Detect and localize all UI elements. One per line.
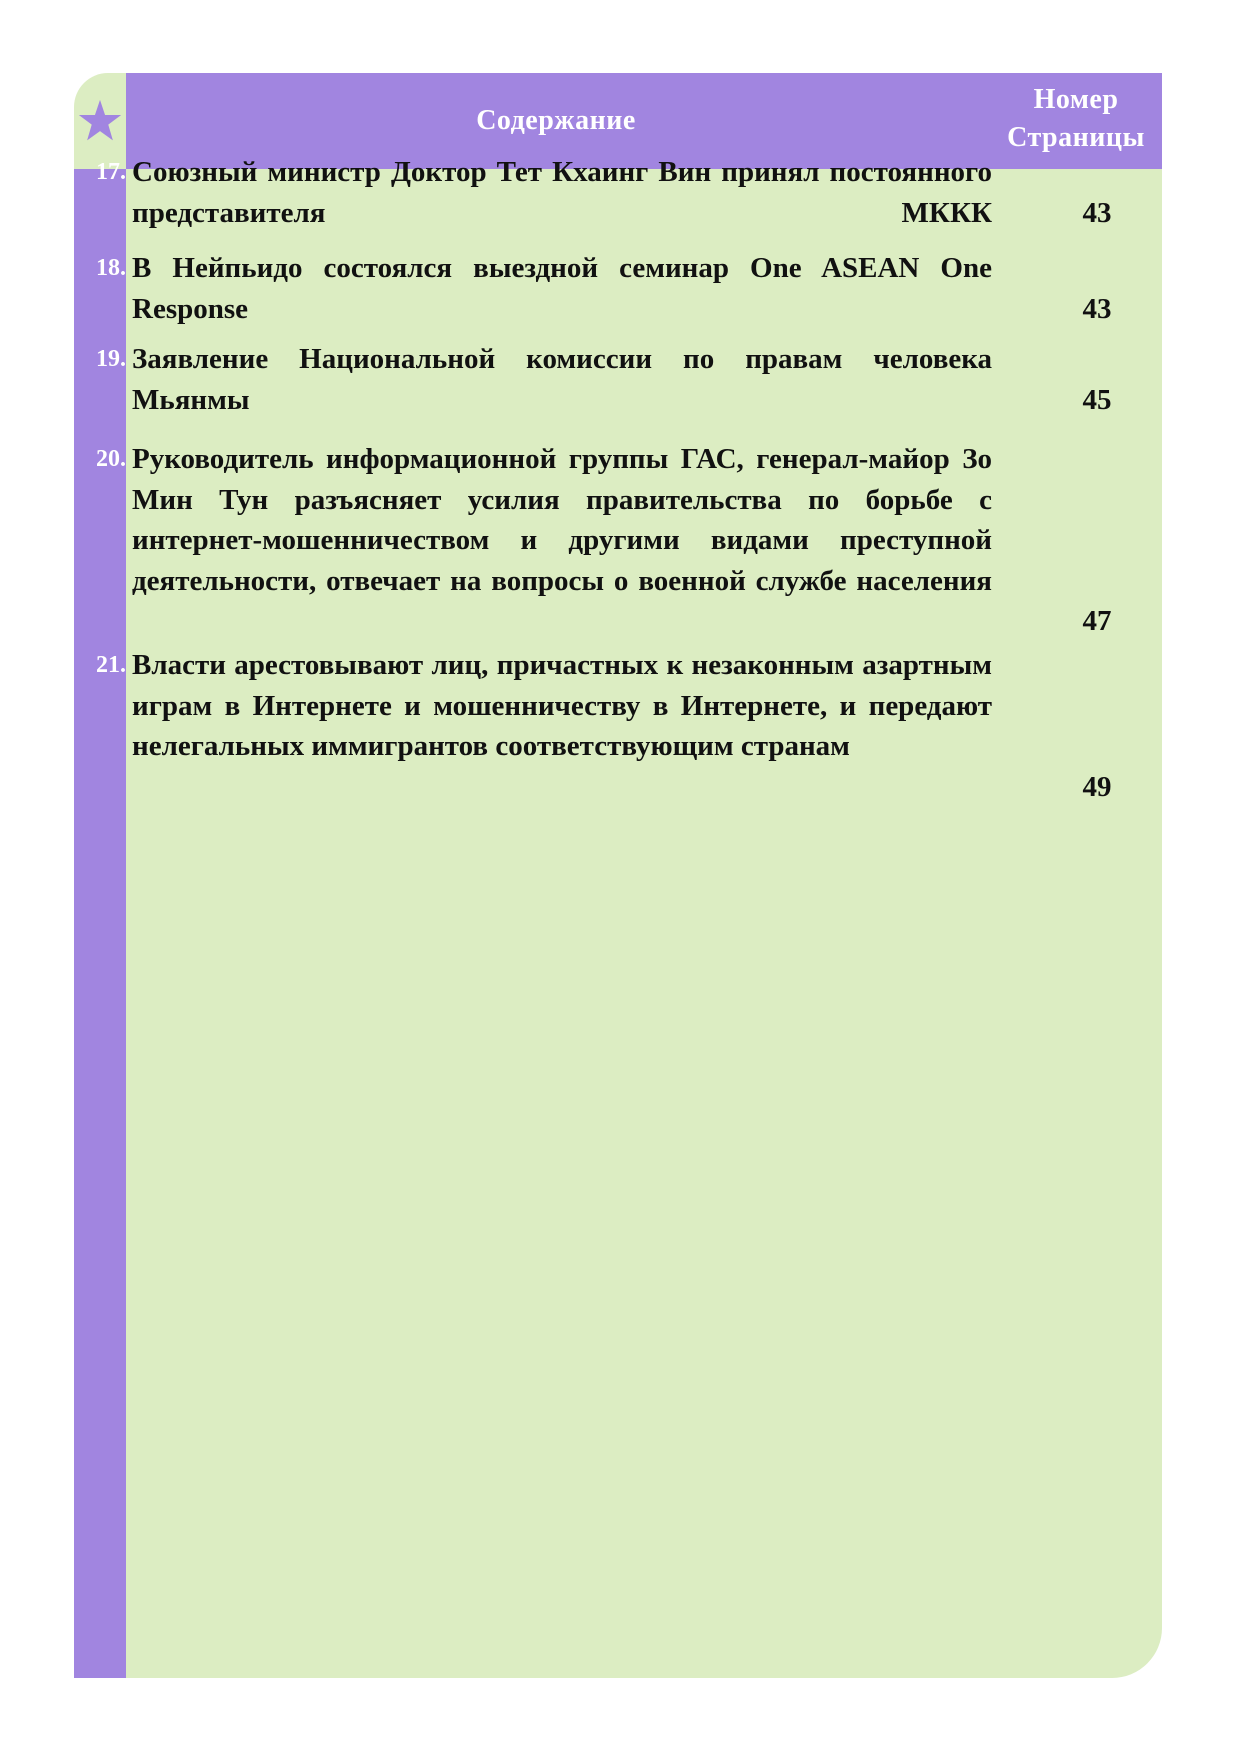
entry-number: 17. [96,159,126,185]
entry-page-number: 49 [1082,771,1112,803]
contents-panel [74,73,1162,1678]
entry-page-number: 43 [1082,197,1112,229]
entry-page-number: 45 [1082,384,1112,416]
entry-title: В Нейпьидо состоялся выездной семинар One ASEAN One Response [132,252,992,325]
star-icon [77,98,123,144]
contents-heading: Содержание [476,105,636,136]
page-heading-line2: Страницы [1007,122,1145,153]
page-number-heading [998,81,1154,157]
entry-title: Власти арестовывают лиц, причастных к незаконным азартным играм в Интернете и мошенничеству в Интернете, и передают нелегальных иммигрантов соответствующим странам [132,649,992,762]
page-heading-line1: Номер [1033,84,1119,115]
entry-title: Заявление Национальной комиссии по правам человека Мьянмы [132,343,992,416]
entry-page-number: 43 [1082,293,1112,325]
entry-number: 21. [96,652,126,678]
entry-title: Союзный министр Доктор Тет Кхаинг Вин принял постоянного представителя МККК [132,156,992,229]
entry-number: 18. [96,255,126,281]
number-column-bar [74,169,126,1678]
entry-page-number: 47 [1082,605,1112,637]
entry-number: 20. [96,446,126,472]
entry-number: 19. [96,346,126,372]
entry-title: Руководитель информационной группы ГАС, генерал-майор Зо Мин Тун разъясняет усилия правительства по борьбе с интернет-мошенничеством и другими видами преступной деятельности, отвечает на вопросы о военной службе населения [132,443,992,597]
